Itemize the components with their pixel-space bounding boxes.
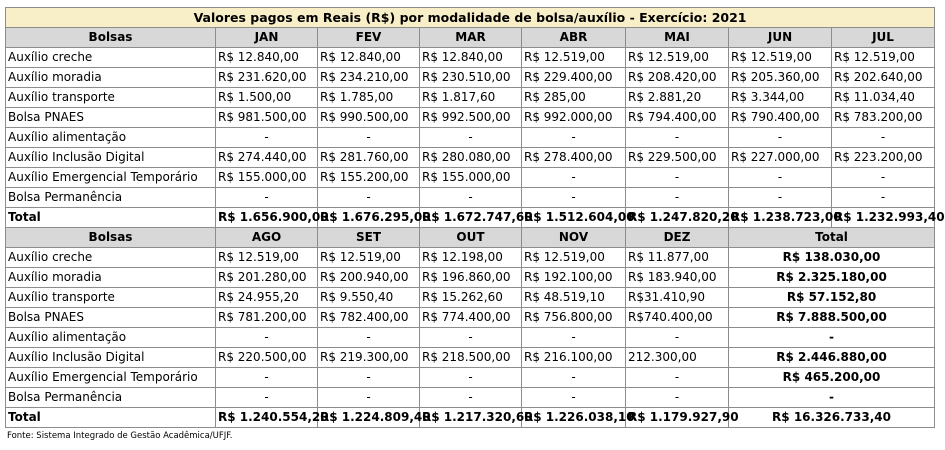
table-cell: - bbox=[318, 328, 420, 348]
table-cell: R$ 992.500,00 bbox=[420, 108, 522, 128]
table-row bbox=[6, 248, 935, 268]
table-cell: R$ 280.080,00 bbox=[420, 148, 522, 168]
section2-header-row bbox=[6, 228, 935, 248]
payments-table bbox=[5, 7, 945, 428]
table-cell: R$ 219.300,00 bbox=[318, 348, 420, 368]
row-total-cell: R$ 57.152,80 bbox=[729, 288, 935, 308]
table-cell: - bbox=[522, 328, 626, 348]
row-total-cell: R$ 138.030,00 bbox=[729, 248, 935, 268]
table-cell: R$ 992.000,00 bbox=[522, 108, 626, 128]
row-label: Auxílio moradia bbox=[6, 268, 216, 288]
table-cell: - bbox=[318, 188, 420, 208]
table-cell: R$ 981.500,00 bbox=[216, 108, 318, 128]
table-cell: R$ 229.500,00 bbox=[626, 148, 729, 168]
table-cell: R$ 12.840,00 bbox=[318, 48, 420, 68]
table-cell: R$740.400,00 bbox=[626, 308, 729, 328]
table-cell: R$ 12.519,00 bbox=[216, 248, 318, 268]
row-label: Bolsa PNAES bbox=[6, 108, 216, 128]
table-cell: - bbox=[522, 168, 626, 188]
title-row bbox=[6, 8, 935, 28]
table-cell: - bbox=[522, 388, 626, 408]
table-cell: R$ 48.519,10 bbox=[522, 288, 626, 308]
table-cell: R$ 1.785,00 bbox=[318, 88, 420, 108]
column-header: AGO bbox=[216, 228, 318, 248]
section1-header-row bbox=[6, 28, 935, 48]
row-label: Auxílio creche bbox=[6, 248, 216, 268]
table-cell: R$ 12.519,00 bbox=[318, 248, 420, 268]
table-cell: - bbox=[420, 388, 522, 408]
table-cell: R$ 183.940,00 bbox=[626, 268, 729, 288]
payments-table-body bbox=[6, 8, 945, 428]
source-note: Fonte: Sistema Integrado de Gestão Acadêmica/UFJF. bbox=[7, 431, 233, 441]
table-row bbox=[6, 268, 935, 288]
table-cell: R$ 1.672.747,60 bbox=[420, 208, 522, 228]
table-row bbox=[6, 88, 935, 108]
table-cell: R$ 200.940,00 bbox=[318, 268, 420, 288]
table-cell: R$ 12.519,00 bbox=[832, 48, 935, 68]
column-header: Bolsas bbox=[6, 228, 216, 248]
row-total-cell: R$ 7.888.500,00 bbox=[729, 308, 935, 328]
table-cell: R$ 12.519,00 bbox=[522, 248, 626, 268]
column-header: FEV bbox=[318, 28, 420, 48]
table-cell: - bbox=[420, 188, 522, 208]
table-row bbox=[6, 128, 935, 148]
row-label: Auxílio alimentação bbox=[6, 328, 216, 348]
row-label: Total bbox=[6, 408, 216, 428]
table-row bbox=[6, 308, 935, 328]
table-cell: - bbox=[626, 368, 729, 388]
table-row bbox=[6, 368, 935, 388]
column-header: MAI bbox=[626, 28, 729, 48]
table-cell: - bbox=[420, 128, 522, 148]
table-cell: R$ 1.512.604,00 bbox=[522, 208, 626, 228]
table-cell: R$ 1.232.993,40 bbox=[832, 208, 935, 228]
table-row bbox=[6, 168, 935, 188]
table-cell: 212.300,00 bbox=[626, 348, 729, 368]
row-label: Auxílio transporte bbox=[6, 88, 216, 108]
column-header: MAR bbox=[420, 28, 522, 48]
table-cell: - bbox=[318, 368, 420, 388]
row-label: Auxílio Inclusão Digital bbox=[6, 348, 216, 368]
row-label: Bolsa Permanência bbox=[6, 388, 216, 408]
total-row bbox=[6, 208, 935, 228]
table-cell: R$ 285,00 bbox=[522, 88, 626, 108]
table-cell: R$ 15.262,60 bbox=[420, 288, 522, 308]
table-cell: R$ 12.840,00 bbox=[420, 48, 522, 68]
row-total-cell: R$ 2.325.180,00 bbox=[729, 268, 935, 288]
table-cell: R$ 1.217.320,60 bbox=[420, 408, 522, 428]
table-cell: R$ 1.247.820,20 bbox=[626, 208, 729, 228]
table-cell: - bbox=[318, 128, 420, 148]
table-row bbox=[6, 388, 935, 408]
table-cell: R$ 1.240.554,20 bbox=[216, 408, 318, 428]
table-cell: - bbox=[729, 128, 832, 148]
row-total-cell: R$ 16.326.733,40 bbox=[729, 408, 935, 428]
column-header: JAN bbox=[216, 28, 318, 48]
column-header: JUN bbox=[729, 28, 832, 48]
row-label: Bolsa PNAES bbox=[6, 308, 216, 328]
table-cell: R$ 155.000,00 bbox=[420, 168, 522, 188]
table-cell: - bbox=[216, 128, 318, 148]
table-cell: R$31.410,90 bbox=[626, 288, 729, 308]
column-header: DEZ bbox=[626, 228, 729, 248]
table-cell: R$ 234.210,00 bbox=[318, 68, 420, 88]
table-cell: R$ 155.000,00 bbox=[216, 168, 318, 188]
row-label: Total bbox=[6, 208, 216, 228]
table-cell: R$ 196.860,00 bbox=[420, 268, 522, 288]
row-label: Auxílio Inclusão Digital bbox=[6, 148, 216, 168]
table-cell: R$ 12.519,00 bbox=[522, 48, 626, 68]
table-cell: R$ 274.440,00 bbox=[216, 148, 318, 168]
total-row bbox=[6, 408, 935, 428]
column-header: OUT bbox=[420, 228, 522, 248]
table-cell: - bbox=[832, 128, 935, 148]
table-cell: R$ 24.955,20 bbox=[216, 288, 318, 308]
table-row bbox=[6, 148, 935, 168]
table-row bbox=[6, 68, 935, 88]
table-cell: R$ 12.519,00 bbox=[729, 48, 832, 68]
table-cell: R$ 1.656.900,00 bbox=[216, 208, 318, 228]
table-row bbox=[6, 48, 935, 68]
row-label: Bolsa Permanência bbox=[6, 188, 216, 208]
table-cell: - bbox=[216, 188, 318, 208]
table-row bbox=[6, 328, 935, 348]
table-cell: R$ 12.519,00 bbox=[626, 48, 729, 68]
column-header: NOV bbox=[522, 228, 626, 248]
table-cell: R$ 11.877,00 bbox=[626, 248, 729, 268]
table-cell: R$ 1.179.927,90 bbox=[626, 408, 729, 428]
table-cell: R$ 216.100,00 bbox=[522, 348, 626, 368]
table-cell: - bbox=[216, 368, 318, 388]
table-cell: R$ 790.400,00 bbox=[729, 108, 832, 128]
row-label: Auxílio Emergencial Temporário bbox=[6, 368, 216, 388]
table-cell: R$ 11.034,40 bbox=[832, 88, 935, 108]
table-cell: - bbox=[832, 168, 935, 188]
table-cell: - bbox=[626, 328, 729, 348]
table-cell: R$ 1.676.295,00 bbox=[318, 208, 420, 228]
table-cell: - bbox=[522, 188, 626, 208]
table-cell: R$ 208.420,00 bbox=[626, 68, 729, 88]
table-cell: R$ 12.198,00 bbox=[420, 248, 522, 268]
table-cell: - bbox=[626, 168, 729, 188]
table-cell: R$ 205.360,00 bbox=[729, 68, 832, 88]
row-total-cell: - bbox=[729, 388, 935, 408]
table-cell: - bbox=[626, 128, 729, 148]
table-cell: R$ 220.500,00 bbox=[216, 348, 318, 368]
table-cell: R$ 794.400,00 bbox=[626, 108, 729, 128]
column-header: Bolsas bbox=[6, 28, 216, 48]
column-header: SET bbox=[318, 228, 420, 248]
table-cell: R$ 223.200,00 bbox=[832, 148, 935, 168]
table-cell: - bbox=[626, 188, 729, 208]
table-cell: R$ 990.500,00 bbox=[318, 108, 420, 128]
table-cell: - bbox=[318, 388, 420, 408]
table-cell: R$ 1.817,60 bbox=[420, 88, 522, 108]
table-cell: R$ 1.238.723,00 bbox=[729, 208, 832, 228]
table-cell: R$ 192.100,00 bbox=[522, 268, 626, 288]
table-cell: R$ 9.550,40 bbox=[318, 288, 420, 308]
row-label: Auxílio Emergencial Temporário bbox=[6, 168, 216, 188]
row-total-cell: R$ 2.446.880,00 bbox=[729, 348, 935, 368]
table-cell: R$ 774.400,00 bbox=[420, 308, 522, 328]
table-cell: R$ 229.400,00 bbox=[522, 68, 626, 88]
table-cell: R$ 281.760,00 bbox=[318, 148, 420, 168]
row-label: Auxílio creche bbox=[6, 48, 216, 68]
table-cell: R$ 218.500,00 bbox=[420, 348, 522, 368]
table-cell: R$ 12.840,00 bbox=[216, 48, 318, 68]
table-cell: - bbox=[626, 388, 729, 408]
table-title: Valores pagos em Reais (R$) por modalidade de bolsa/auxílio - Exercício: 2021 bbox=[6, 8, 935, 28]
table-row bbox=[6, 108, 935, 128]
table-cell: R$ 227.000,00 bbox=[729, 148, 832, 168]
table-cell: - bbox=[216, 328, 318, 348]
table-cell: R$ 230.510,00 bbox=[420, 68, 522, 88]
table-cell: - bbox=[420, 328, 522, 348]
table-cell: R$ 783.200,00 bbox=[832, 108, 935, 128]
table-row bbox=[6, 348, 935, 368]
table-cell: R$ 155.200,00 bbox=[318, 168, 420, 188]
table-cell: R$ 1.224.809,40 bbox=[318, 408, 420, 428]
table-cell: R$ 781.200,00 bbox=[216, 308, 318, 328]
table-cell: R$ 782.400,00 bbox=[318, 308, 420, 328]
row-label: Auxílio moradia bbox=[6, 68, 216, 88]
table-cell: R$ 231.620,00 bbox=[216, 68, 318, 88]
table-row bbox=[6, 188, 935, 208]
table-row bbox=[6, 288, 935, 308]
table-cell: R$ 202.640,00 bbox=[832, 68, 935, 88]
table-cell: R$ 1.500,00 bbox=[216, 88, 318, 108]
table-cell: - bbox=[420, 368, 522, 388]
table-cell: - bbox=[832, 188, 935, 208]
table-cell: - bbox=[729, 188, 832, 208]
column-header: JUL bbox=[832, 28, 935, 48]
table-cell: R$ 278.400,00 bbox=[522, 148, 626, 168]
row-total-cell: - bbox=[729, 328, 935, 348]
row-label: Auxílio transporte bbox=[6, 288, 216, 308]
table-cell: - bbox=[216, 388, 318, 408]
table-cell: - bbox=[522, 128, 626, 148]
table-cell: R$ 756.800,00 bbox=[522, 308, 626, 328]
column-header: ABR bbox=[522, 28, 626, 48]
table-cell: R$ 1.226.038,10 bbox=[522, 408, 626, 428]
table-cell: - bbox=[729, 168, 832, 188]
row-label: Auxílio alimentação bbox=[6, 128, 216, 148]
table-cell: - bbox=[522, 368, 626, 388]
table-cell: R$ 201.280,00 bbox=[216, 268, 318, 288]
table-cell: R$ 2.881,20 bbox=[626, 88, 729, 108]
table-cell: R$ 3.344,00 bbox=[729, 88, 832, 108]
column-header: Total bbox=[729, 228, 935, 248]
row-total-cell: R$ 465.200,00 bbox=[729, 368, 935, 388]
